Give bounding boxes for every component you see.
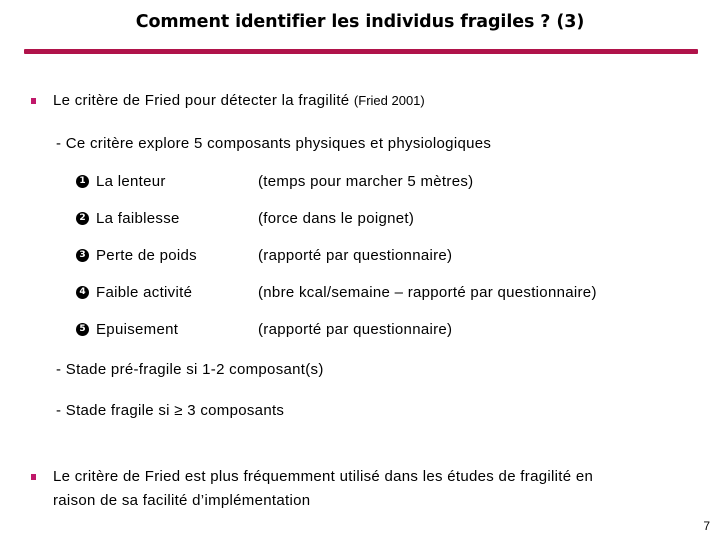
numbered-bullet-icon: 4 xyxy=(76,286,89,299)
component-detail: (force dans le poignet) xyxy=(258,210,415,227)
sub-item-frail: - Stade fragile si ≥ 3 composants xyxy=(56,402,285,419)
numbered-bullet-icon: 1 xyxy=(76,175,89,188)
sub-item-components: - Ce critère explore 5 composants physiques et physiologiques xyxy=(56,135,492,152)
component-name: Perte de poids xyxy=(96,247,197,264)
component-name: Epuisement xyxy=(96,321,179,338)
bullet-square-icon xyxy=(31,98,36,104)
component-detail: (rapporté par questionnaire) xyxy=(258,321,453,338)
component-detail: (nbre kcal/semaine – rapporté par questionnaire) xyxy=(258,284,597,301)
page-number: 7 xyxy=(703,519,710,533)
component-detail: (temps pour marcher 5 mètres) xyxy=(258,173,474,190)
numbered-bullet-icon: 3 xyxy=(76,249,89,262)
numbered-bullet-icon: 2 xyxy=(76,212,89,225)
bullet-fried-criterion xyxy=(53,92,425,109)
bullet-reference: (Fried 2001) xyxy=(353,93,425,108)
title-underline xyxy=(24,49,698,54)
component-name: Faible activité xyxy=(96,284,193,301)
component-detail: (rapporté par questionnaire) xyxy=(258,247,453,264)
bullet-text: Le critère de Fried pour détecter la fragilité xyxy=(53,92,350,109)
bullet-fried-usage-line2: raison de sa facilité d’implémentation xyxy=(53,492,311,509)
bullet-fried-usage-line1: Le critère de Fried est plus fréquemment utilisé dans les études de fragilité en xyxy=(53,468,594,485)
component-name: La faiblesse xyxy=(96,210,180,227)
slide-title: Comment identifier les individus fragiles ? (3) xyxy=(135,12,585,32)
sub-item-prefrail: - Stade pré-fragile si 1-2 composant(s) xyxy=(56,361,324,378)
bullet-square-icon xyxy=(31,474,36,480)
component-name: La lenteur xyxy=(96,173,166,190)
numbered-bullet-icon: 5 xyxy=(76,323,89,336)
